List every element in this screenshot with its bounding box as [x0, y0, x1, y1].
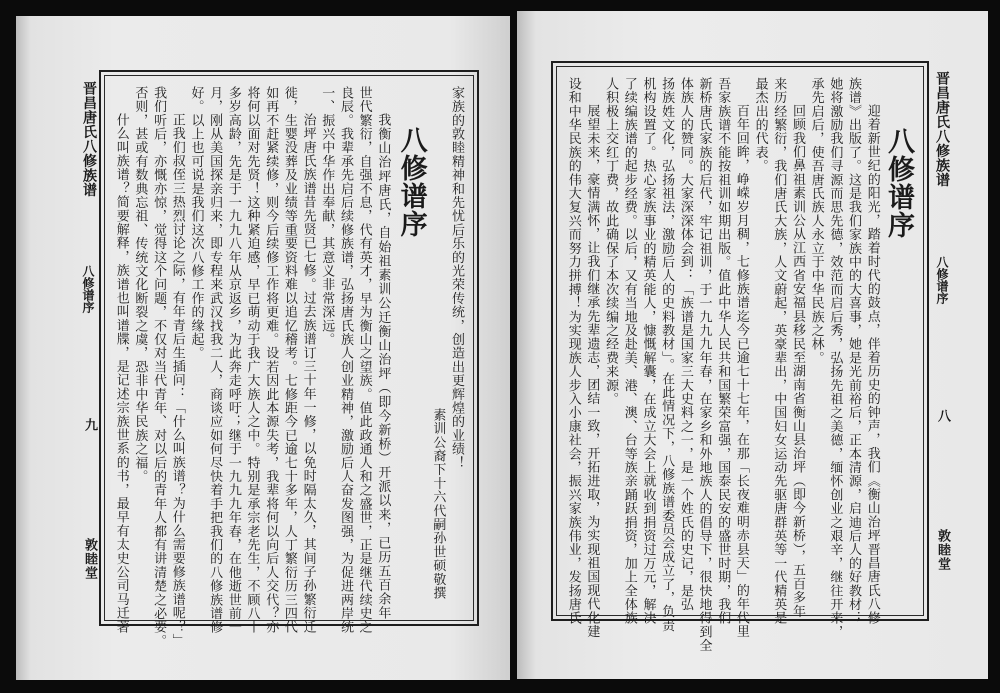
text-column: 来历经繁衍，我们唐氏大族，人文蔚起，英豪辈出，中国妇女运动先驱唐群英等一代精英是	[771, 77, 787, 625]
left-margin-hall: 敦睦堂	[82, 538, 97, 580]
text-column: 迎着新世纪的阳光，踏着时代的鼓点，伴着历史的钟声，我们《衡山治坪晋昌唐氏八修	[864, 104, 880, 625]
left-margin-section: 八修谱序	[81, 265, 95, 313]
text-column: 好。以上也可说是我们这次八修工作的缘起。	[188, 86, 204, 360]
text-column: 正我们叔侄三热烈讨论之际，有年青后生插问：「什么叫族谱？为什么需要修族谱呢？」	[169, 113, 185, 648]
left-text-columns	[111, 86, 465, 648]
text-column: 体族人的赞同。大家深深体会到：「族谱是国家三大史料之一，是一个姓氏的史记，是弘	[677, 77, 693, 612]
text-column: 机构设置了。热心家族事业的精英能人，慷慨解囊，在成立大会上就收到捐资过万元，解决	[640, 77, 656, 625]
author-signature: 素训公裔下十六代嗣孙世硕敬撰	[430, 408, 446, 600]
text-column: 设和中华民族的伟大复兴而努力拼搏！为实现族人步入小康社会，振兴家族伟业，发扬唐氏	[565, 77, 581, 625]
text-column: 展望未来，豪情满怀，让我们继承先辈遗志，团结一致，开拓进取，为实现祖国现代化建	[584, 104, 600, 639]
text-column: 人积极上交红丁费，故此确保了本次续编之经费来源。	[603, 77, 619, 406]
text-column: 回顾我们鼻祖素训公从江西省安福县移民至湖南省衡山县治坪（即今新桥），五百多年	[789, 104, 805, 619]
page-title: 八修谱序	[883, 127, 914, 239]
text-column: 徙，生婴没葬及业绩等重要资料难以追忆稽考。七修距今已逾七十多年，人丁繁衍历三四代	[281, 86, 297, 634]
text-column: 我们听后，亦慨亦惊，觉得这个问题，不仅对当代青年、对以后的青年人都有讲清楚之必要。	[151, 86, 167, 648]
right-text-frame	[551, 61, 929, 653]
text-column: 百年回眸，峥嵘岁月稠，七修族谱迄今已逾七十七年，在那「长夜难明赤县天」的年代里	[733, 104, 749, 639]
text-column: 最杰出的代表。	[752, 77, 768, 173]
left-text-frame	[99, 70, 479, 648]
text-column: 什么叫族谱？简要解释，族谱也叫谱牒，是记述宗族世系的书，最早有太史公司马迁著	[113, 113, 129, 634]
text-column: 否则，甚或有数典忘祖、传统文化断裂之虞，恐非中华民族之福。	[132, 86, 148, 484]
text-column: 多岁高龄，先是于一九九八年从京返乡，为此奔走呼吁；继于一九九九年春，在他逝世前一	[225, 86, 241, 634]
text-column: 如再不赶紧续修，则今后续修工作将更难。设若因此本源失考，我辈将何以向后人交代？亦	[263, 86, 279, 634]
right-page	[517, 11, 988, 679]
text-column: 新桥唐氏家族的后代，牢记祖训，于一九九九年春，在家乡和外地族人的倡导下，很快地得到全	[696, 77, 712, 653]
right-text-columns	[563, 77, 915, 653]
text-column: 我衡山治坪唐氏，自始祖素训公迁衡山治坪（即今新桥）开派以来，已历五百余年	[375, 113, 391, 620]
text-column: 她将激励我们寻源而思先德，效范而启后秀，弘扬先祖之美德，缅怀创业之艰辛，继往开来，	[827, 77, 843, 639]
left-page-number: 九	[82, 418, 97, 431]
left-page	[16, 16, 510, 680]
text-column: 家族的敦睦精神和先忧后乐的光荣传统，创造出更辉煌的业绩！	[449, 86, 464, 470]
right-margin-hall: 敦睦堂	[935, 529, 950, 571]
text-column: 世代繁衍，自强不息，代有英才，早为衡山之望族。值此政通人和之盛世，正是继代续史之	[356, 86, 372, 634]
text-column: 治坪唐氏族谱昔先贤已七修。过去族谱订三十年一修，以免时隔太久，其间子孙繁衍迁	[300, 113, 316, 634]
text-column: 了续编族谱的起步经费。以后，又有当地及赴美、港、澳、台等族亲踊跃捐资，加上全体族	[621, 77, 637, 625]
text-column: 良辰。我辈承先启后续修族谱，弘扬唐氏族人创业精神，激励后人奋发图强，为促进两岸统	[337, 86, 353, 634]
text-column: 承先启后，使吾唐氏族人永立于中华民族之林。	[808, 77, 824, 365]
text-column: 吾家族谱不能按祖训如期出版。值此中华人民共和国繁荣富强，国泰民安的盛世时期，我们	[715, 77, 731, 625]
text-column: 扬族姓文化，弘扬祖法，激励后人的史料教材」。在此情况下，八修族谱委员会成立了，负责	[659, 77, 675, 633]
text-column: 月，刚从美国探亲归来，即专程来武汉找我二人，商谈应如何尽快着手把我们的八修族谱修	[207, 86, 223, 634]
right-margin-section: 八修谱序	[935, 256, 949, 304]
left-margin-book-title: 晋昌唐氏八修族谱	[81, 81, 97, 197]
text-column: 将何以面对先贤！这种紧迫感，早已萌动于我广大族人之中。特别是承宗老先生，不顾八十	[244, 86, 260, 634]
text-column: 族谱》出版了。这是我们家族中的大喜事，她是光前裕后，正本清源，启迪后人的好教材；	[846, 77, 861, 625]
right-margin-book-title: 晋昌唐氏八修族谱	[934, 71, 950, 187]
page-title: 八修谱序	[395, 126, 427, 238]
text-column: 一、振兴中华作出奉献，其意义非常深远。	[319, 86, 335, 347]
right-page-number: 八	[935, 409, 950, 422]
